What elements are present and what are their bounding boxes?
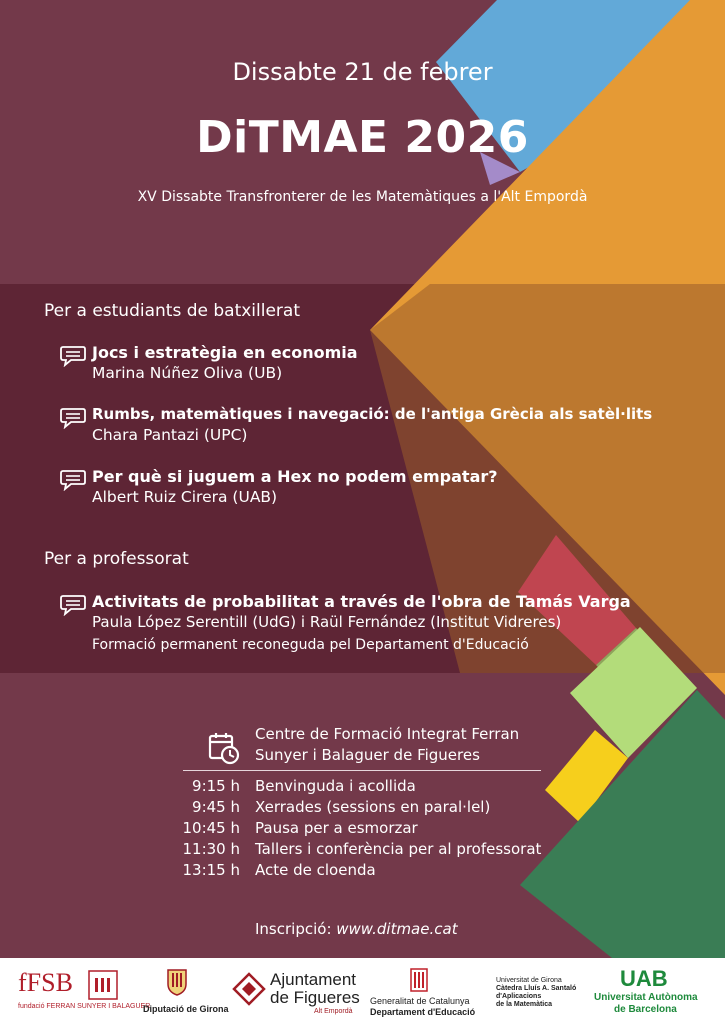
registration-label: Inscripció: — [255, 920, 337, 938]
fsb-logo: fFSB — [18, 968, 73, 997]
talk-speaker: Albert Ruiz Cirera (UAB) — [92, 488, 278, 506]
uab-line-1: Universitat Autònoma — [594, 992, 698, 1003]
schedule-divider — [183, 770, 541, 771]
schedule-label: Benvinguda i acollida — [255, 777, 416, 795]
schedule-time: 11:30 h — [182, 840, 240, 858]
udg-line-3: d'Aplicacions — [496, 993, 542, 1000]
schedule-time: 13:15 h — [182, 861, 240, 879]
venue — [255, 724, 519, 766]
uab-logo: UAB — [620, 966, 668, 991]
event-title: DiTMAE 2026 — [196, 112, 529, 163]
speech-bubble-icon — [60, 345, 86, 367]
ajuntament-line-3: Alt Empordà — [314, 1008, 353, 1015]
ajuntament-line-1: Ajuntament — [270, 970, 356, 989]
schedule-label: Xerrades (sessions en paral·lel) — [255, 798, 491, 816]
sponsor-logos-bar — [0, 958, 725, 1024]
talk-speaker: Marina Núñez Oliva (UB) — [92, 364, 283, 382]
talk-title: Activitats de probabilitat a través de l'obra de Tamás Varga — [92, 592, 631, 611]
schedule-label: Tallers i conferència per al professorat — [255, 840, 542, 858]
teachers-heading: Per a professorat — [44, 549, 189, 569]
udg-line-4: de la Matemàtica — [496, 1001, 553, 1008]
registration — [255, 920, 458, 938]
venue-line-2: Sunyer i Balaguer de Figueres — [255, 746, 480, 764]
talk-title: Jocs i estratègia en economia — [92, 343, 358, 362]
speech-bubble-icon — [60, 594, 86, 616]
schedule-label: Pausa per a esmorzar — [255, 819, 418, 837]
generalitat-line-2: Departament d'Educació — [370, 1007, 476, 1017]
fsb-logo-caption: fundació FERRAN SUNYER I BALAGUER — [18, 1003, 151, 1010]
generalitat-line-1: Generalitat de Catalunya — [370, 996, 470, 1006]
talk-speaker: Paula López Serentill (UdG) i Raül Fernández (Institut Vidreres) — [92, 613, 562, 631]
ajuntament-line-2: de Figueres — [270, 988, 360, 1007]
venue-line-1: Centre de Formació Integrat Ferran — [255, 725, 520, 743]
talk-title: Per què si juguem a Hex no podem empatar? — [92, 467, 498, 486]
speech-bubble-icon — [60, 407, 86, 429]
certification-note: Formació permanent reconeguda pel Departament d'Educació — [92, 637, 529, 653]
registration-link[interactable]: www.ditmae.cat — [336, 920, 458, 938]
event-date: Dissabte 21 de febrer — [232, 58, 493, 86]
udg-line-2: Càtedra Lluís A. Santaló — [496, 985, 577, 992]
ajuntament-emblem-icon — [232, 972, 266, 1006]
talk-title: Rumbs, matemàtiques i navegació: de l'antiga Grècia als satèl·lits — [92, 405, 653, 423]
diputacio-logo-text: Diputació de Girona — [143, 1004, 229, 1014]
schedule-time: 10:45 h — [182, 819, 240, 837]
uab-line-2: de Barcelona — [614, 1004, 677, 1015]
schedule-label: Acte de cloenda — [255, 861, 376, 879]
generalitat-emblem-icon — [410, 968, 428, 992]
talk-speaker: Chara Pantazi (UPC) — [92, 426, 248, 444]
calendar-clock-icon — [208, 731, 240, 765]
fsb-emblem-icon — [88, 970, 118, 1000]
event-subtitle: XV Dissabte Transfronterer de les Matemàtiques a l'Alt Empordà — [137, 189, 588, 205]
schedule-time: 9:15 h — [192, 777, 240, 795]
schedule-time: 9:45 h — [192, 798, 240, 816]
students-heading: Per a estudiants de batxillerat — [44, 301, 300, 321]
udg-line-1: Universitat de Girona — [496, 977, 562, 984]
speech-bubble-icon — [60, 469, 86, 491]
diputacio-shield-icon — [166, 968, 188, 996]
